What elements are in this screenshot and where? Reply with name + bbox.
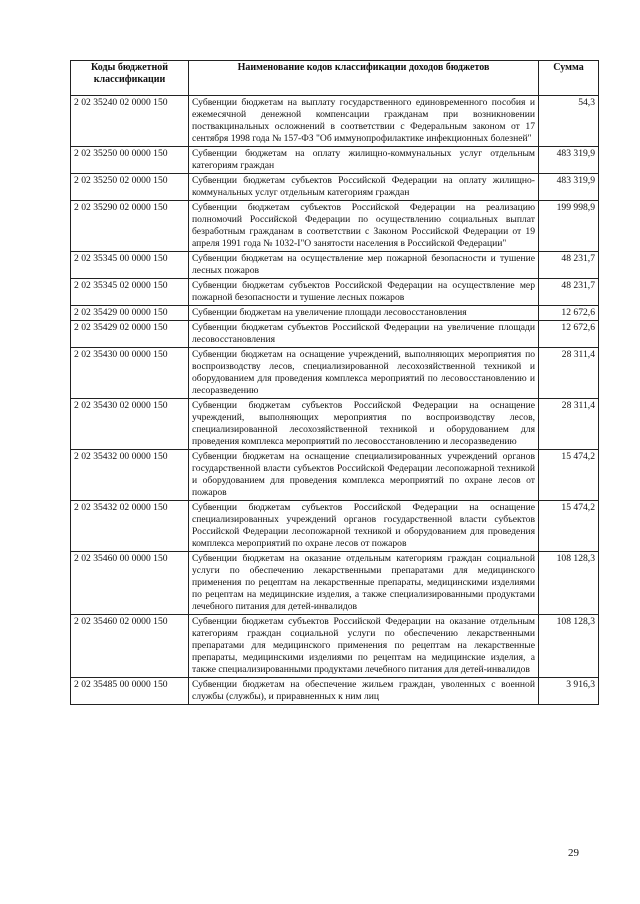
- header-sum: Сумма: [539, 61, 599, 96]
- sum-cell: 28 311,4: [539, 399, 599, 450]
- revenue-name-cell: Субвенции бюджетам на оснащение специализированных учреждений органов государственной власти субъектов Российской Федерации лесопожарной техникой и оборудованием для проведения комплекса мероприятий по охране лесов от пожаров: [189, 450, 539, 501]
- sum-cell: 48 231,7: [539, 252, 599, 279]
- table-row: [71, 678, 599, 705]
- sum-cell: 15 474,2: [539, 501, 599, 552]
- budget-code-cell: 2 02 35430 02 0000 150: [71, 399, 189, 450]
- revenue-name-cell: Субвенции бюджетам на осуществление мер пожарной безопасности и тушение лесных пожаров: [189, 252, 539, 279]
- revenue-name-cell: Субвенции бюджетам на выплату государственного единовременного пособия и ежемесячной денежной компенсации гражданам при возникновении поствакцинальных осложнений в соответствии с Федеральным законом от 17 сентября 1998 года № 157-ФЗ "Об иммунопрофилактике инфекционных болезней": [189, 96, 539, 147]
- revenue-name-cell: Субвенции бюджетам на обеспечение жильем граждан, уволенных с военной службы (службы), и приравненных к ним лиц: [189, 678, 539, 705]
- revenue-name-cell: Субвенции бюджетам субъектов Российской Федерации на осуществление мер пожарной безопасности и тушение лесных пожаров: [189, 279, 539, 306]
- revenue-name-cell: Субвенции бюджетам на оснащение учреждений, выполняющих мероприятия по воспроизводству лесов, специализированной лесохозяйственной техникой и оборудованием для проведения комплекса мероприятий по лесовосстановлению и лесоразведению: [189, 348, 539, 399]
- revenue-name-cell: Субвенции бюджетам субъектов Российской Федерации на оснащение специализированных учреждений органов государственной власти субъектов Российской Федерации лесопожарной техникой и оборудованием для проведения комплекса мероприятий по охране лесов от пожаров: [189, 501, 539, 552]
- sum-cell: 483 319,9: [539, 174, 599, 201]
- budget-code-cell: 2 02 35460 00 0000 150: [71, 552, 189, 615]
- budget-code-cell: 2 02 35240 02 0000 150: [71, 96, 189, 147]
- page-number: 29: [568, 847, 579, 859]
- budget-code-cell: 2 02 35345 00 0000 150: [71, 252, 189, 279]
- budget-code-cell: 2 02 35250 02 0000 150: [71, 174, 189, 201]
- sum-cell: 108 128,3: [539, 552, 599, 615]
- budget-code-cell: 2 02 35290 02 0000 150: [71, 201, 189, 252]
- sum-cell: 12 672,6: [539, 321, 599, 348]
- table-row: [71, 279, 599, 306]
- table-row: [71, 201, 599, 252]
- sum-cell: 483 319,9: [539, 147, 599, 174]
- sum-cell: 199 998,9: [539, 201, 599, 252]
- header-budget-codes: Коды бюджетной классификации: [71, 61, 189, 96]
- sum-cell: 108 128,3: [539, 615, 599, 678]
- table-row: [71, 399, 599, 450]
- table-row: [71, 147, 599, 174]
- budget-code-cell: 2 02 35430 00 0000 150: [71, 348, 189, 399]
- revenue-name-cell: Субвенции бюджетам на увеличение площади лесовосстановления: [189, 306, 539, 321]
- budget-code-cell: 2 02 35250 00 0000 150: [71, 147, 189, 174]
- header-code-names: Наименование кодов классификации доходов бюджетов: [189, 61, 539, 96]
- revenue-name-cell: Субвенции бюджетам субъектов Российской Федерации на реализацию полномочий Российской Федерации по осуществлению социальных выплат безработным гражданам в соответствии с Законом Российской Федерации от 19 апреля 1991 года № 1032-I"О занятости населения в Российской Федерации": [189, 201, 539, 252]
- sum-cell: 15 474,2: [539, 450, 599, 501]
- table-row: [71, 450, 599, 501]
- table-row: [71, 306, 599, 321]
- sum-cell: 3 916,3: [539, 678, 599, 705]
- budget-code-cell: 2 02 35460 02 0000 150: [71, 615, 189, 678]
- budget-code-cell: 2 02 35432 02 0000 150: [71, 501, 189, 552]
- table-row: [71, 552, 599, 615]
- sum-cell: 12 672,6: [539, 306, 599, 321]
- budget-code-cell: 2 02 35345 02 0000 150: [71, 279, 189, 306]
- budget-code-cell: 2 02 35432 00 0000 150: [71, 450, 189, 501]
- revenue-name-cell: Субвенции бюджетам на оплату жилищно-коммунальных услуг отдельным категориям граждан: [189, 147, 539, 174]
- table-body: [71, 96, 599, 705]
- budget-code-cell: 2 02 35485 00 0000 150: [71, 678, 189, 705]
- budget-code-cell: 2 02 35429 02 0000 150: [71, 321, 189, 348]
- sum-cell: 48 231,7: [539, 279, 599, 306]
- table-row: [71, 96, 599, 147]
- revenue-name-cell: Субвенции бюджетам субъектов Российской Федерации на увеличение площади лесовосстановления: [189, 321, 539, 348]
- sum-cell: 28 311,4: [539, 348, 599, 399]
- table-row: [71, 252, 599, 279]
- sum-cell: 54,3: [539, 96, 599, 147]
- revenue-name-cell: Субвенции бюджетам субъектов Российской Федерации на оплату жилищно-коммунальных услуг отдельным категориям граждан: [189, 174, 539, 201]
- budget-revenue-table: [70, 60, 599, 705]
- table-row: [71, 348, 599, 399]
- table-row: [71, 615, 599, 678]
- revenue-name-cell: Субвенции бюджетам на оказание отдельным категориям граждан социальной услуги по обеспечению лекарственными препаратами для медицинского применения по рецептам на лекарственные препараты, медицинскими изделиями по рецептам на медицинские изделия, а также специализированными продуктами лечебного питания для детей-инвалидов: [189, 552, 539, 615]
- table-row: [71, 321, 599, 348]
- budget-code-cell: 2 02 35429 00 0000 150: [71, 306, 189, 321]
- table-row: [71, 174, 599, 201]
- revenue-name-cell: Субвенции бюджетам субъектов Российской Федерации на оказание отдельным категориям граждан социальной услуги по обеспечению лекарственными препаратами для медицинского применения по рецептам на лекарственные препараты, медицинскими изделиями по рецептам на медицинские изделия, а также специализированными продуктами лечебного питания для детей-инвалидов: [189, 615, 539, 678]
- table-row: [71, 501, 599, 552]
- table-header-row: [71, 61, 599, 96]
- revenue-name-cell: Субвенции бюджетам субъектов Российской Федерации на оснащение учреждений, выполняющих мероприятия по воспроизводству лесов, специализированной лесохозяйственной техникой и оборудованием для проведения комплекса мероприятий по лесовосстановлению и лесоразведению: [189, 399, 539, 450]
